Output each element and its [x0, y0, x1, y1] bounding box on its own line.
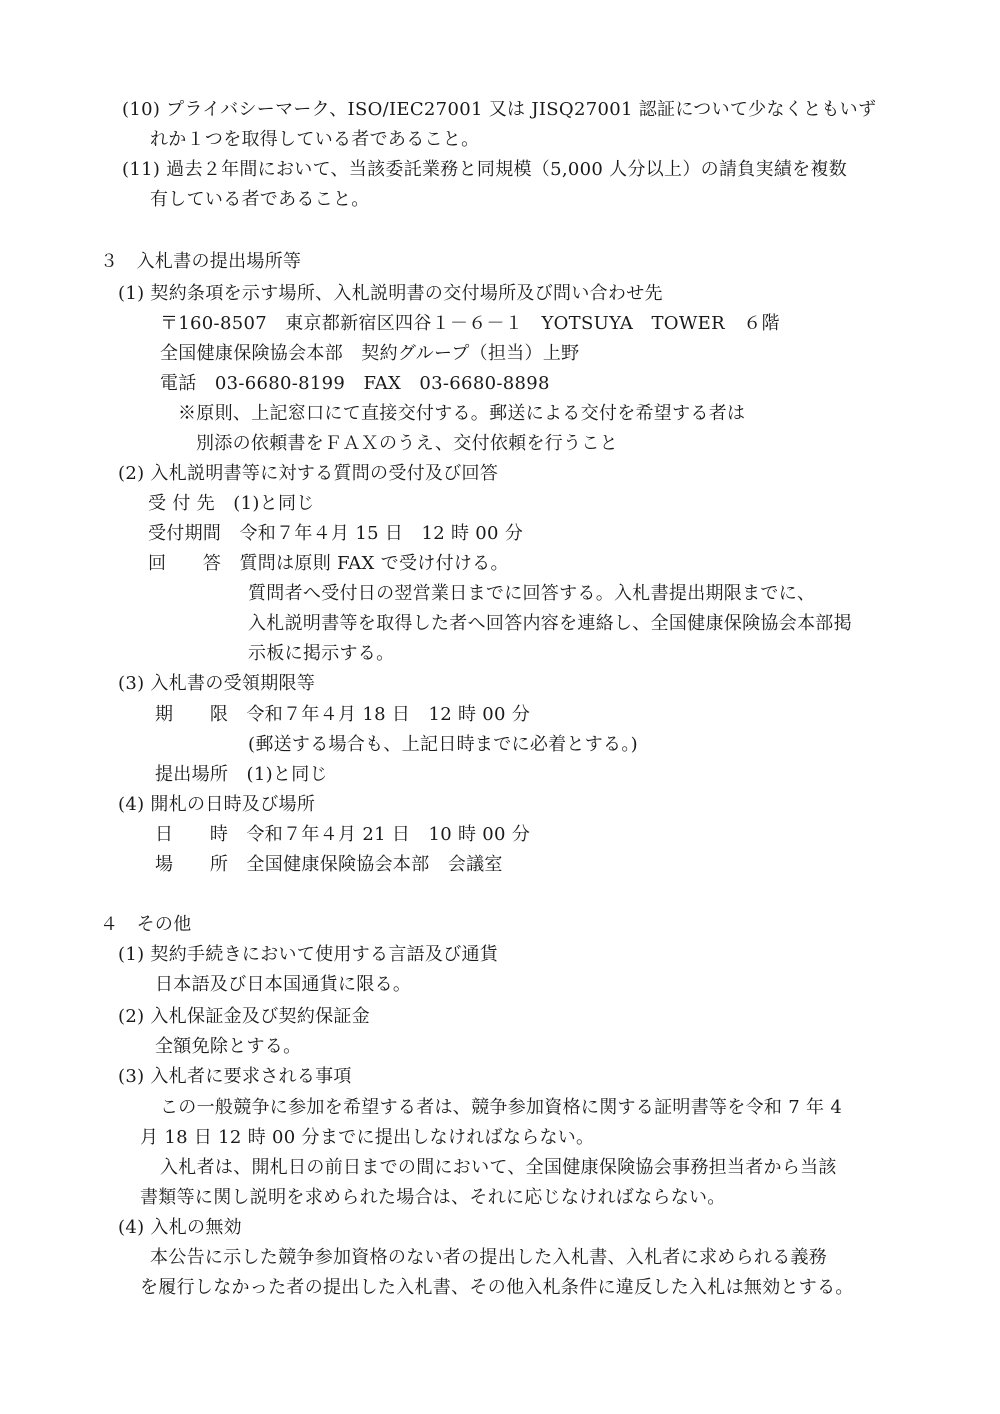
text-line: 示板に掲示する。 [248, 643, 395, 664]
subsection-heading: (2) 入札説明書等に対する質問の受付及び回答 [118, 463, 499, 484]
text-line: 回 答 質問は原則 FAX で受け付ける。 [148, 553, 509, 574]
text-line: 全額免除とする。 [155, 1036, 302, 1057]
text-line: 期 限 令和７年４月 18 日 12 時 00 分 [155, 704, 531, 725]
text-line: を履行しなかった者の提出した入札書、その他入札条件に違反した入札は無効とする。 [140, 1277, 854, 1298]
text-line: 提出場所 (1)と同じ [155, 764, 328, 785]
subsection-heading: (2) 入札保証金及び契約保証金 [118, 1006, 371, 1027]
text-line: (11) 過去２年間において、当該委託業務と同規模（5,000 人分以上）の請負実績を複数 [122, 159, 848, 180]
text-line: (郵送する場合も、上記日時までに必着とする。) [248, 734, 638, 755]
section-heading: ４ その他 [100, 914, 192, 935]
text-line: 別添の依頼書をＦＡＸのうえ、交付依頼を行うこと [196, 433, 618, 454]
text-line: 全国健康保険協会本部 契約グループ（担当）上野 [160, 343, 580, 364]
text-line: 〒160-8507 東京都新宿区四谷１－６－１ YOTSUYA TOWER ６階 [160, 313, 780, 334]
subsection-heading: (3) 入札者に要求される事項 [118, 1066, 352, 1087]
subsection-heading: (4) 開札の日時及び場所 [118, 794, 316, 815]
subsection-heading: (1) 契約条項を示す場所、入札説明書の交付場所及び問い合わせ先 [118, 283, 663, 304]
text-line: 場 所 全国健康保険協会本部 会議室 [155, 854, 503, 875]
subsection-heading: (1) 契約手続きにおいて使用する言語及び通貨 [118, 944, 499, 965]
text-line: 書類等に関し説明を求められた場合は、それに応じなければならない。 [140, 1187, 726, 1208]
text-line: 日 時 令和７年４月 21 日 10 時 00 分 [155, 824, 531, 845]
text-line: (10) プライバシーマーク、ISO/IEC27001 又は JISQ27001 認証について少なくともいず [122, 99, 877, 120]
text-line: 質問者へ受付日の翌営業日までに回答する。入札書提出期限までに、 [248, 583, 816, 604]
text-line: ※原則、上記窓口にて直接交付する。郵送による交付を希望する者は [178, 403, 746, 424]
text-line: この一般競争に参加を希望する者は、競争参加資格に関する証明書等を令和 7 年 4 [160, 1097, 843, 1118]
text-line: 入札説明書等を取得した者へ回答内容を連絡し、全国健康保険協会本部掲 [248, 613, 852, 634]
subsection-heading: (4) 入札の無効 [118, 1217, 242, 1238]
text-line: 月 18 日 12 時 00 分までに提出しなければならない。 [140, 1127, 595, 1148]
text-line: れか１つを取得している者であること。 [150, 129, 480, 150]
text-line: 受付期間 令和７年４月 15 日 12 時 00 分 [148, 523, 524, 544]
text-line: 本公告に示した競争参加資格のない者の提出した入札書、入札者に求められる義務 [150, 1247, 828, 1268]
text-line: 日本語及び日本国通貨に限る。 [155, 974, 412, 995]
text-line: 有している者であること。 [150, 189, 370, 210]
subsection-heading: (3) 入札書の受領期限等 [118, 673, 316, 694]
text-line: 入札者は、開札日の前日までの間において、全国健康保険協会事務担当者から当該 [160, 1157, 837, 1178]
text-line: 受 付 先 (1)と同じ [148, 493, 315, 514]
text-line: 電話 03-6680-8199 FAX 03-6680-8898 [160, 373, 550, 394]
section-heading: ３ 入札書の提出場所等 [100, 251, 302, 272]
